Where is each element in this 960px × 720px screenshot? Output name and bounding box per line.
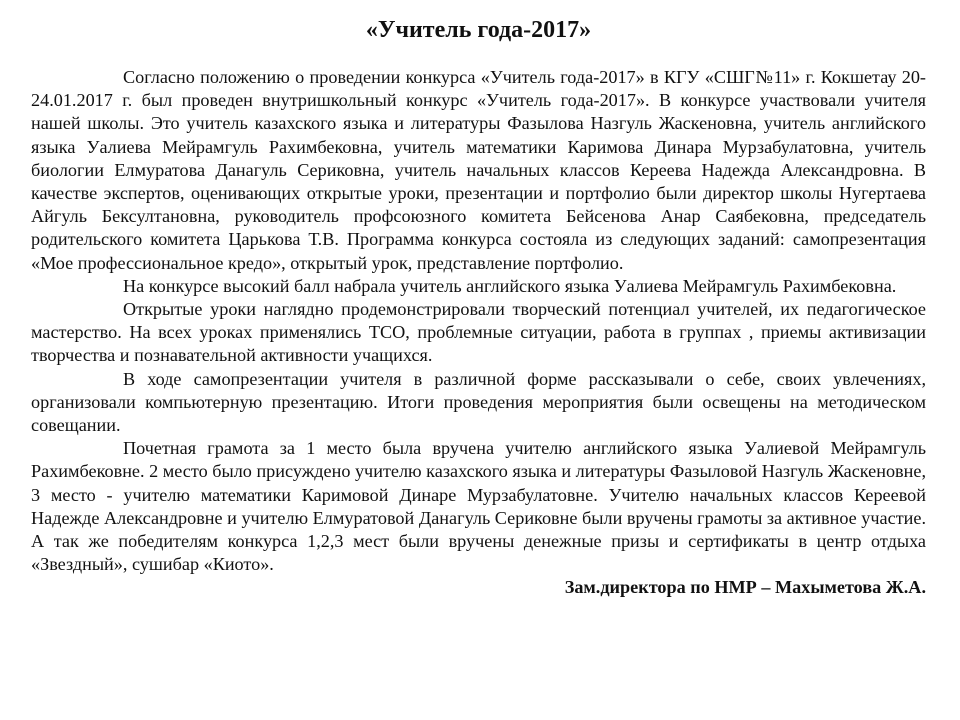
paragraph-awards: Почетная грамота за 1 место была вручена учителю английского языка Уалиевой Мейрамгуль Рахимбековне. 2 место было присуждено учителю казахского языка и литературы Фазыловой Назгуль Жаскеновне, 3 место - учителю математики Каримовой Динаре Мурзабулатовне. Учителю начальных классов Кереевой Надежде Александровне и учителю Елмуратовой Данагуль Сериковне были вручены грамоты за активное участие. А так же победителям конкурса 1,2,3 мест были вручены денежные призы и сертификаты в центр отдыха «Звездный», сушибар «Киото». [31,438,926,575]
document-title: «Учитель года-2017» [365,17,592,43]
signature-line: Зам.директора по НМР – Махыметова Ж.А. [564,577,926,598]
paragraph-top-score: На конкурсе высокий балл набрала учитель английского языка Уалиева Мейрамгуль Рахимбековна. [123,275,897,296]
paragraph-self-presentation: В ходе самопрезентации учителя в различной форме рассказывали о себе, своих увлечениях, организовали компьютерную презентацию. Итоги проведения мероприятия были освещены на методическом совещании. [31,368,926,436]
paragraph-contest-overview: Согласно положению о проведении конкурса «Учитель года-2017» в КГУ «СШГ№11» г. Кокшетау 20-24.01.2017 г. был проведен внутришкольный конкурс «Учитель года-2017». В конкурсе участвовали учителя нашей школы. Это учитель казахского языка и литературы Фазылова Назгуль Жаскеновна, учитель английского языка Уалиева Мейрамгуль Рахимбековна, учитель математики Каримова Динара Мурзабулатовна, учитель биологии Елмуратова Данагуль Сериковна, учитель начальных классов Кереева Надежда Александровна. В качестве экспертов, оценивающих открытые уроки, презентации и портфолио были директор школы Нугертаева Айгуль Бексултановна, руководитель профсоюзного комитета Бейсенова Анар Саябековна, председатель родительского комитета Царькова Т.В. Программа конкурса состояла из следующих заданий: самопрезентация «Мое профессиональное кредо», открытый урок, представление портфолио. [31,67,926,273]
paragraph-open-lessons: Открытые уроки наглядно продемонстрировали творческий потенциал учителей, их педагогическое мастерство. На всех уроках применялись ТСО, проблемные ситуации, работа в группах , приемы активизации творчества и познавательной активности учащихся. [31,299,926,366]
document-page [31,14,926,600]
